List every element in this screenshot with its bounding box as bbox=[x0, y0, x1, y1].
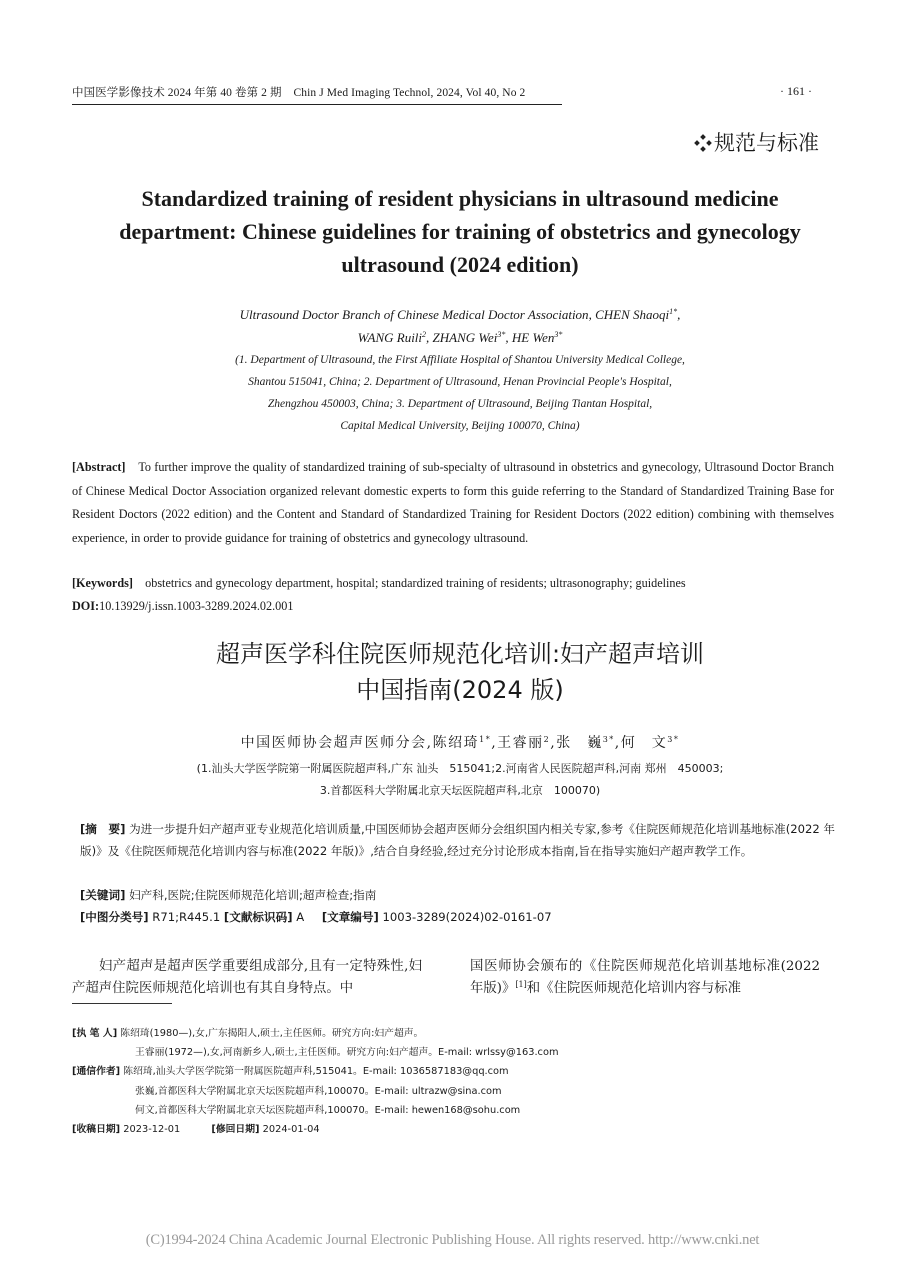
abstract-text: 为进一步提升妇产超声亚专业规范化培训质量,中国医师协会超声医师分会组织国内相关专家,参考《住院医师规范化培训基地标准(2022 年版)》及《住院医师规范化培训内容与标准(2022 年版)》,结合自身经验,经过充分讨论形成本指南,旨在指导实施妇产超声教学工作。 bbox=[80, 822, 836, 858]
section-tag bbox=[694, 127, 819, 157]
author: HE Wen bbox=[511, 330, 555, 345]
abstract-text: To further improve the quality of standardized training of sub-specialty of ultrasound in obstetrics and gynecology, Ultrasound Doctor Branch of Chinese Medical Doctor Association organized relevant domestic experts to form this guide referring to the Standard of Standardized Training Base for Resident Doctors (2022 edition) and the Content and Standard of Standardized Training for Resident Doctors (2022 edition) combining with themselves experience, in order to provide guidance for training of obstetrics and gynecology ultrasound. bbox=[72, 460, 834, 545]
chinese-title-line2: 中国指南(2024 版) bbox=[356, 676, 564, 704]
body-left-column: 妇产超声是超声医学重要组成部分,且有一定特殊性,妇产超声住院医师规范化培训也有其自身特点。中 bbox=[72, 959, 422, 996]
revised-label: [修回日期] bbox=[211, 1124, 260, 1136]
received-label: [收稿日期] bbox=[72, 1124, 121, 1136]
article-no-value: 1003-3289(2024)02-0161-07 bbox=[382, 910, 552, 924]
chinese-abstract bbox=[80, 818, 835, 862]
author: 陈绍琦 bbox=[432, 735, 480, 751]
keywords-label: [关键词] bbox=[80, 888, 126, 902]
footnote-divider bbox=[72, 1003, 172, 1004]
chinese-affiliations bbox=[80, 758, 840, 802]
article-no-label: [文章编号] bbox=[321, 910, 379, 924]
english-affiliations bbox=[100, 349, 820, 437]
english-title: Standardized training of resident physicians in ultrasound medicine department: Chinese guidelines for training of obstetrics and gynecology ultrasound (2024 edition) bbox=[119, 186, 801, 277]
keywords-label: [Keywords] bbox=[72, 576, 133, 590]
dates-row bbox=[72, 1120, 832, 1139]
corresponding-label: [通信作者] bbox=[72, 1066, 121, 1078]
author: Ultrasound Doctor Branch of Chinese Medical Doctor Association bbox=[239, 307, 589, 322]
corresponding-info: 陈绍琦,汕头大学医学院第一附属医院超声科,515041。E-mail: 1036587183@qq.com bbox=[123, 1066, 509, 1078]
journal-name-cn: 中国医学影像技术 2024 年第 40 卷第 2 期 bbox=[72, 87, 282, 99]
journal-name-en: Chin J Med Imaging Technol, 2024, Vol 40, No 2 bbox=[293, 87, 526, 99]
author-sup: 3* bbox=[497, 330, 506, 339]
writer-info: 陈绍琦(1980—),女,广东揭阳人,硕士,主任医师。研究方向:妇产超声。 bbox=[120, 1028, 424, 1039]
class-value: R71;R445.1 bbox=[152, 910, 221, 924]
affiliation-line: Capital Medical University, Beijing 100070, China) bbox=[340, 420, 580, 432]
author: 何 文 bbox=[620, 735, 668, 751]
doi-value[interactable]: 10.13929/j.issn.1003-3289.2024.02.001 bbox=[99, 599, 294, 613]
reference-marker[interactable]: [1] bbox=[515, 980, 527, 989]
section-label: 规范与标准 bbox=[714, 131, 819, 155]
abstract-label: [Abstract] bbox=[72, 460, 126, 474]
author-sup: 2 bbox=[422, 330, 427, 339]
author: 王睿丽 bbox=[497, 735, 544, 751]
doc-code-value: A bbox=[296, 910, 305, 924]
affiliation-line: Zhengzhou 450003, China; 3. Department of Ultrasound, Beijing Tiantan Hospital, bbox=[267, 398, 653, 410]
author-sup: 3* bbox=[554, 330, 563, 339]
received-date: 2023-12-01 bbox=[123, 1124, 181, 1136]
writer-row bbox=[72, 1024, 832, 1043]
author: CHEN Shaoqi bbox=[595, 307, 670, 322]
writer-row bbox=[72, 1043, 832, 1062]
corresponding-row bbox=[72, 1062, 832, 1081]
author: ZHANG Wei bbox=[432, 330, 498, 345]
english-authors: Ultrasound Doctor Branch of Chinese Medical Doctor Association, CHEN Shaoqi$^{1*}$, WANG Ruili$^2$, ZHANG Wei$^{3*}$, HE Wen$^{3*}$ bbox=[239, 307, 681, 345]
affiliation-line: Shantou 515041, China; 2. Department of Ultrasound, Henan Provincial People's Hospital, bbox=[248, 376, 672, 388]
diamond-dots-icon bbox=[694, 133, 712, 151]
author-sup: 3* bbox=[602, 735, 615, 744]
chinese-title-line1: 超声医学科住院医师规范化培训:妇产超声培训 bbox=[215, 640, 705, 668]
author-sup: 2 bbox=[543, 735, 551, 744]
doi-line bbox=[72, 595, 834, 619]
author-sup: 3* bbox=[667, 735, 680, 744]
doi-label: DOI: bbox=[72, 599, 100, 613]
author: 张 巍 bbox=[556, 735, 603, 751]
corresponding-row bbox=[72, 1082, 832, 1101]
classification-line bbox=[80, 906, 835, 928]
revised-date: 2024-01-04 bbox=[262, 1124, 320, 1136]
running-header bbox=[72, 84, 562, 105]
author-sup: 1* bbox=[669, 307, 678, 316]
body-right-column bbox=[470, 956, 820, 1000]
affiliation-line: (1. Department of Ultrasound, the First Affiliate Hospital of Shantou University Medical College, bbox=[235, 354, 685, 366]
affiliation-line: 3.首都医科大学附属北京天坛医院超声科,北京 100070) bbox=[319, 784, 601, 797]
body-text: 和《住院医师规范化培训内容与标准 bbox=[526, 981, 741, 996]
abstract-label: [摘 要] bbox=[80, 822, 126, 836]
keywords-text: 妇产科,医院;住院医师规范化培训;超声检查;指南 bbox=[129, 888, 377, 902]
chinese-title bbox=[80, 636, 840, 708]
english-abstract bbox=[72, 456, 834, 550]
author: 中国医师协会超声医师分会 bbox=[240, 735, 427, 751]
keywords-text: obstetrics and gynecology department, hospital; standardized training of residents; ultrasonography; guidelines bbox=[145, 576, 686, 590]
doc-code-label: [文献标识码] bbox=[223, 910, 293, 924]
corresponding-info: 何文,首都医科大学附属北京天坛医院超声科,100070。E-mail: hewen168@sohu.com bbox=[135, 1104, 521, 1116]
page-number: · 161 · bbox=[780, 84, 812, 98]
author: WANG Ruili bbox=[357, 330, 423, 345]
chinese-authors: 中国医师协会超声医师分会,陈绍琦$^{1*}$,王睿丽$^2$,张 巍$^{3*}$,何 文$^{3*}$ bbox=[240, 735, 680, 751]
body-text: 国医师协会颁布的《住院医师规范化培训基地标准(2022 年版)》 bbox=[470, 959, 820, 996]
corresponding-info: 张巍,首都医科大学附属北京天坛医院超声科,100070。E-mail: ultrazw@sina.com bbox=[135, 1085, 502, 1097]
writer-label: [执 笔 人] bbox=[72, 1028, 118, 1039]
corresponding-row bbox=[72, 1101, 832, 1120]
footnotes bbox=[72, 1024, 832, 1139]
class-label: [中图分类号] bbox=[80, 910, 149, 924]
chinese-keywords bbox=[80, 884, 835, 906]
affiliation-line: (1.汕头大学医学院第一附属医院超声科,广东 汕头 515041;2.河南省人民医院超声科,河南 郑州 450003; bbox=[196, 762, 724, 775]
english-keywords bbox=[72, 572, 834, 596]
copyright-notice: (C)1994-2024 China Academic Journal Electronic Publishing House. All rights reserved. http://www.cnki.net bbox=[145, 1232, 760, 1248]
author-sup: 1* bbox=[479, 735, 492, 744]
writer-info: 王睿丽(1972—),女,河南新乡人,硕士,主任医师。研究方向:妇产超声。E-mail: wrlssy@163.com bbox=[135, 1047, 559, 1059]
